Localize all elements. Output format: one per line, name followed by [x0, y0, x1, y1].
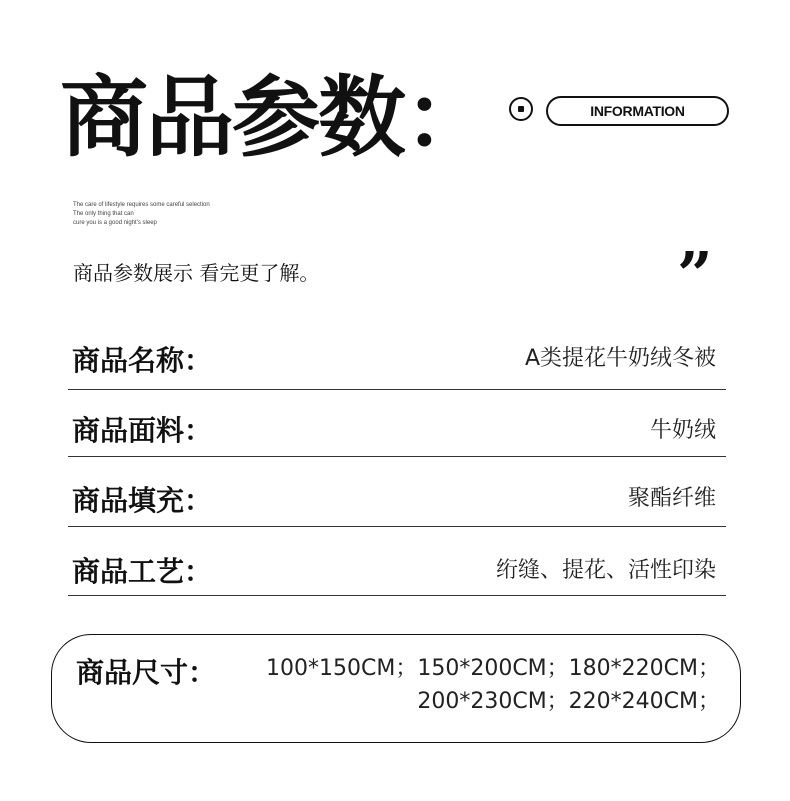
param-label: 商品工艺：	[72, 555, 213, 588]
tagline-line: The care of lifestyle requires some careful selection	[73, 202, 210, 208]
information-badge	[546, 96, 729, 126]
param-row-filling	[68, 476, 726, 527]
param-row-craft	[68, 545, 726, 596]
param-value: 绗缝、提花、活性印染	[495, 558, 716, 583]
param-label: 商品面料：	[72, 414, 213, 447]
param-row-name	[68, 339, 726, 390]
subtitle: 商品参数展示 看完更了解。	[73, 261, 320, 285]
param-label: 商品名称：	[72, 344, 213, 377]
param-value: 聚酯纤维	[627, 486, 716, 511]
tagline	[73, 201, 210, 228]
param-row-fabric	[68, 406, 726, 457]
tagline-line: The only thing that can	[73, 211, 134, 217]
param-value: A类提花牛奶绒冬被	[524, 346, 716, 371]
tagline-line: cure you is a good night's sleep	[73, 220, 157, 226]
size-values-line2: 200*230CM；220*240CM；	[417, 689, 720, 714]
size-panel	[51, 634, 741, 743]
param-value: 牛奶绒	[649, 418, 716, 443]
info-dot-icon	[509, 97, 533, 121]
information-badge-label: INFORMATION	[590, 103, 685, 119]
param-label: 商品填充：	[72, 484, 213, 517]
size-label: 商品尺寸：	[76, 656, 217, 689]
size-values-line1: 100*150CM；150*200CM；180*220CM；	[266, 656, 720, 681]
quote-mark-icon: ”	[677, 238, 713, 311]
page-title: 商品参数：	[60, 65, 491, 169]
